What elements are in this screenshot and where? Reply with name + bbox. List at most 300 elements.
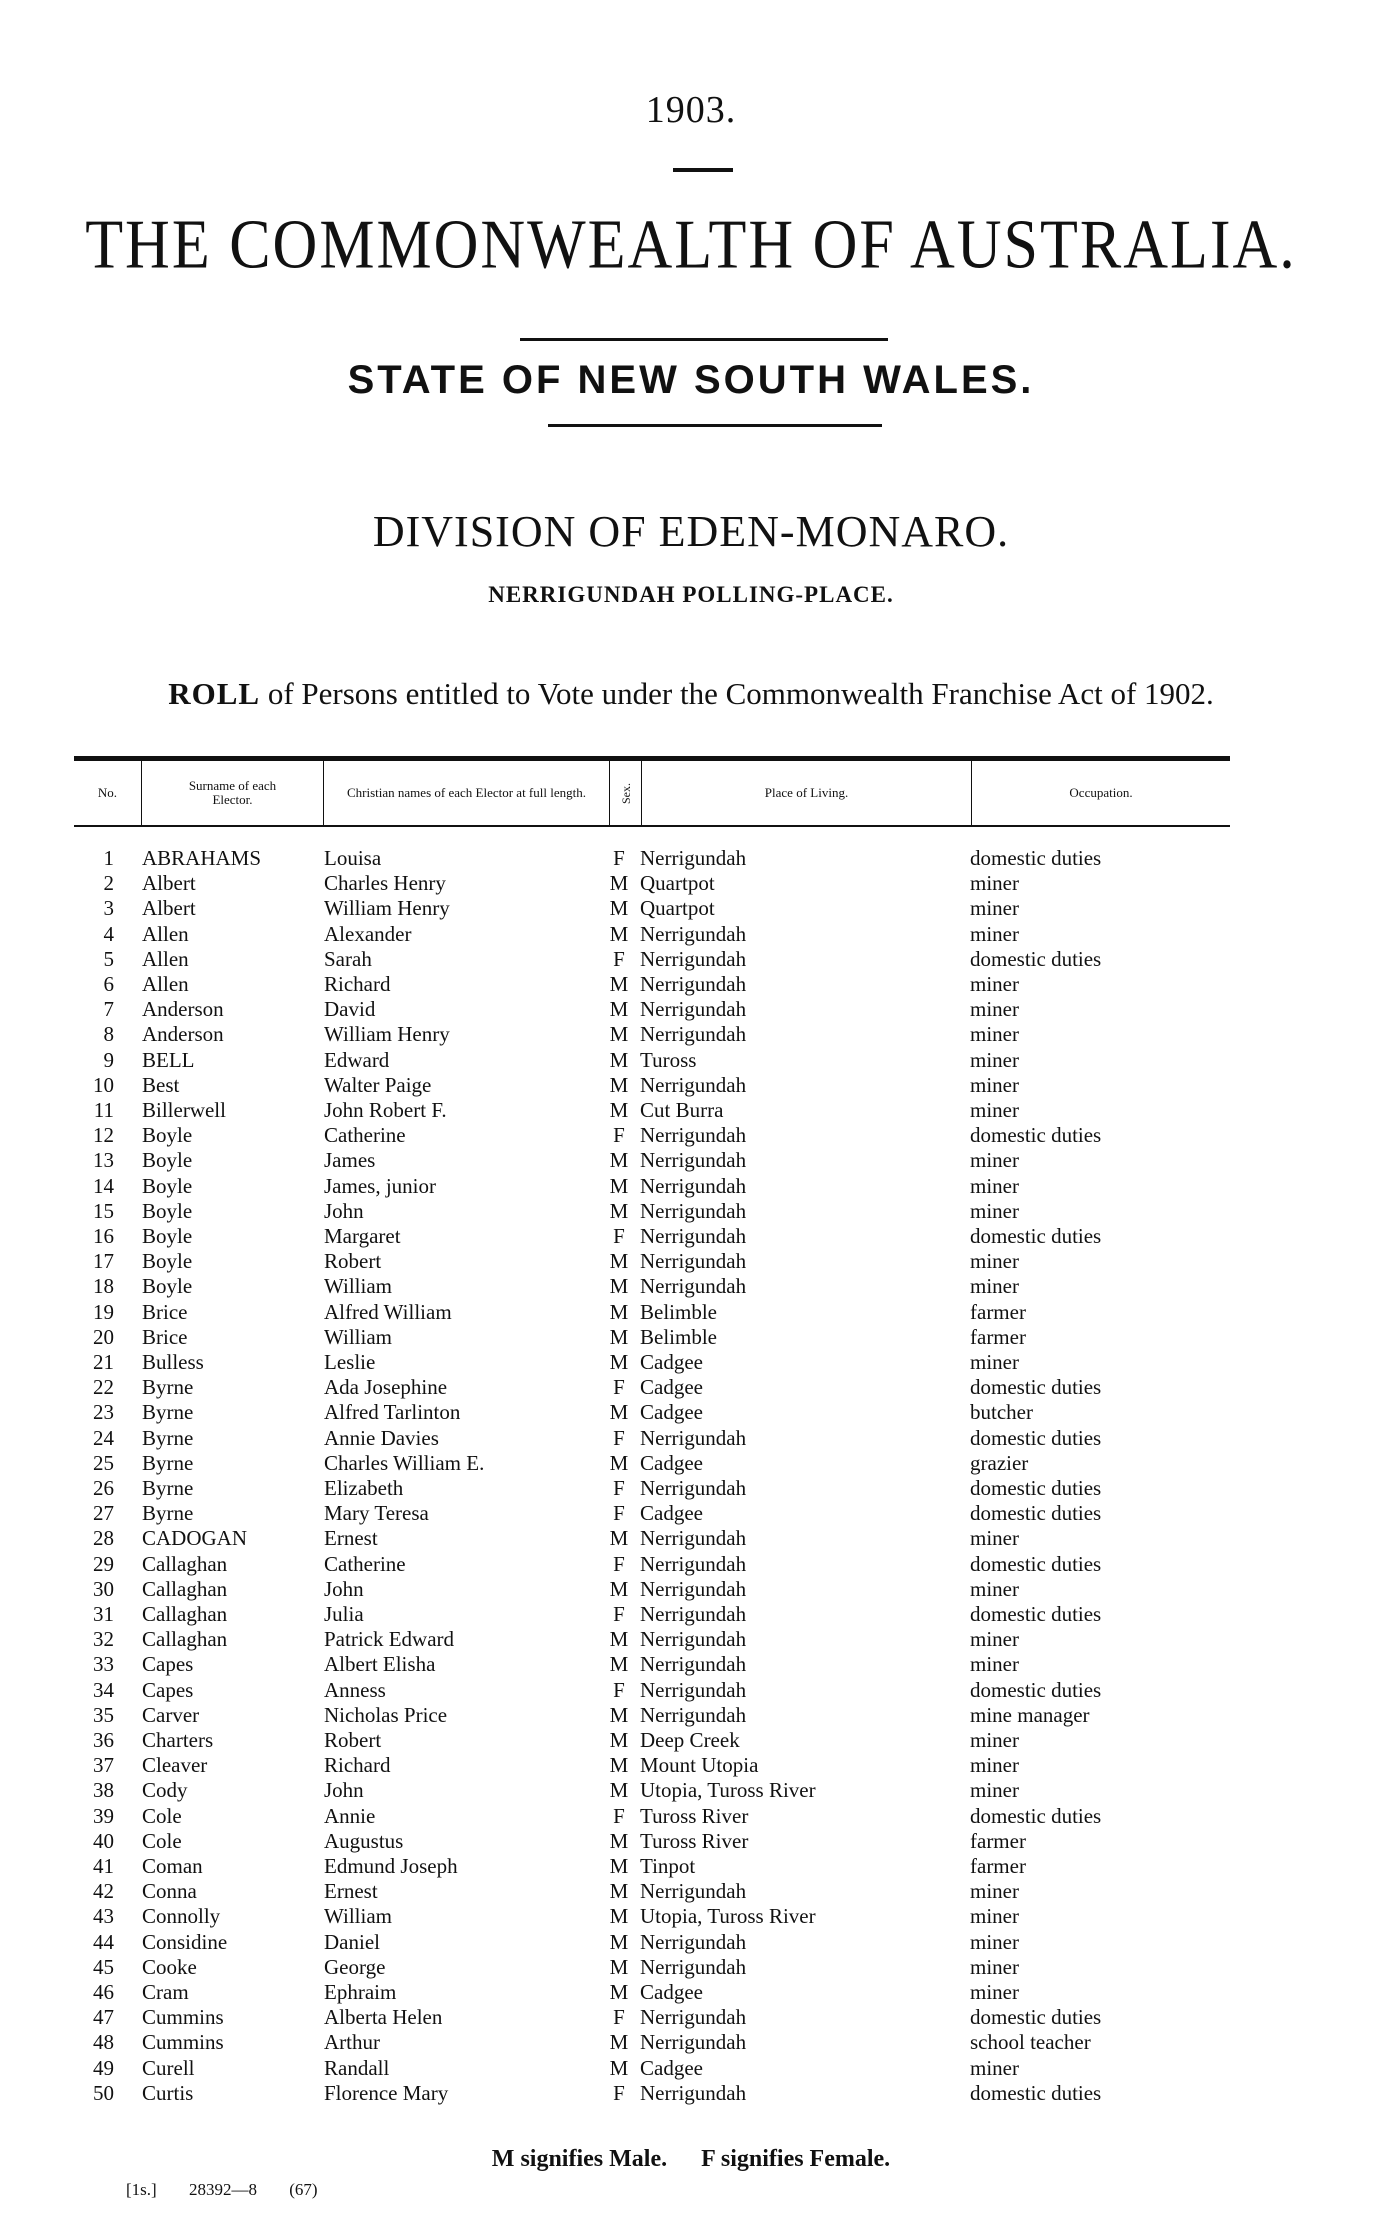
elector-place: Nerrigundah — [640, 1425, 747, 1450]
elector-sex: M — [609, 1954, 629, 1979]
elector-sex: M — [609, 1753, 629, 1778]
elector-place: Cadgee — [640, 1350, 703, 1374]
elector-number: 34 — [93, 1677, 114, 1702]
elector-place: Nerrigundah — [640, 1602, 747, 1626]
elector-surname: Brice — [142, 1324, 188, 1349]
table-row — [0, 1753, 1382, 1778]
elector-christian-names: William — [324, 1904, 392, 1929]
table-row — [0, 1022, 1382, 1047]
elector-christian-names: Annie — [324, 1803, 376, 1828]
elector-place: Nerrigundah — [640, 1274, 747, 1299]
elector-number: 24 — [93, 1425, 114, 1450]
elector-sex: M — [609, 1576, 629, 1601]
table-row — [0, 1778, 1382, 1803]
elector-occupation: domestic duties — [970, 1803, 1102, 1828]
elector-place: Nerrigundah — [640, 1022, 747, 1047]
elector-christian-names: Catherine — [324, 1123, 406, 1148]
elector-place: Quartpot — [640, 871, 715, 896]
elector-place: Nerrigundah — [640, 1627, 747, 1652]
table-row — [0, 972, 1382, 997]
elector-surname: Callaghan — [142, 1602, 228, 1626]
elector-surname: Cummins — [142, 2005, 224, 2030]
elector-occupation: miner — [970, 997, 1019, 1022]
column-header-christian: Christian names of each Elector at full length. — [324, 761, 610, 825]
elector-place: Nerrigundah — [640, 2005, 747, 2030]
elector-sex: M — [609, 921, 629, 946]
elector-occupation: miner — [970, 1576, 1019, 1601]
elector-occupation: butcher — [970, 1400, 1033, 1425]
elector-number: 48 — [93, 2030, 114, 2055]
elector-sex: M — [609, 1450, 629, 1475]
elector-number: 43 — [93, 1904, 114, 1929]
elector-number: 7 — [103, 997, 114, 1022]
state-title: STATE OF NEW SOUTH WALES. — [347, 358, 1035, 402]
elector-christian-names: George — [324, 1954, 386, 1979]
elector-christian-names: Robert — [324, 1728, 382, 1752]
column-header-occupation: Occupation. — [1069, 785, 1133, 800]
elector-number: 6 — [103, 972, 114, 996]
elector-occupation: miner — [970, 1904, 1019, 1929]
elector-sex: M — [609, 1652, 629, 1677]
elector-surname: Allen — [142, 921, 189, 946]
table-row — [0, 1148, 1382, 1173]
elector-occupation: miner — [970, 1350, 1019, 1374]
elector-surname: Albert — [142, 871, 196, 896]
elector-surname: Cleaver — [142, 1753, 208, 1778]
elector-surname: Anderson — [142, 1022, 224, 1047]
elector-christian-names: Walter Paige — [324, 1072, 432, 1097]
elector-surname: Cram — [142, 1980, 189, 2004]
roll-title-lead: ROLL — [168, 676, 261, 711]
elector-occupation: miner — [970, 896, 1019, 921]
elector-surname: Byrne — [142, 1375, 194, 1400]
elector-christian-names: Louisa — [324, 846, 382, 870]
elector-surname: Cody — [142, 1778, 188, 1803]
elector-surname: Callaghan — [142, 1576, 228, 1601]
elector-christian-names: Alexander — [324, 921, 412, 946]
elector-christian-names: Charles William E. — [324, 1450, 485, 1475]
elector-number: 12 — [93, 1123, 114, 1148]
table-row — [0, 1048, 1382, 1073]
elector-number: 8 — [103, 1022, 114, 1047]
elector-number: 38 — [93, 1778, 114, 1803]
elector-surname: Boyle — [142, 1198, 193, 1223]
table-row — [0, 1325, 1382, 1350]
elector-sex: F — [613, 2080, 625, 2105]
elector-surname: ABRAHAMS — [142, 846, 262, 870]
column-header-surname: Surname of each Elector. — [142, 761, 324, 825]
elector-occupation: domestic duties — [970, 946, 1102, 971]
elector-occupation: domestic duties — [970, 1123, 1102, 1148]
elector-christian-names: Richard — [324, 972, 391, 996]
elector-christian-names: William Henry — [324, 896, 450, 921]
table-header — [74, 756, 1230, 827]
elector-number: 27 — [93, 1501, 114, 1526]
elector-place: Nerrigundah — [640, 1173, 747, 1198]
elector-number: 26 — [93, 1476, 114, 1500]
elector-christian-names: William Henry — [324, 1022, 450, 1047]
elector-number: 32 — [93, 1627, 114, 1652]
elector-occupation: miner — [970, 921, 1019, 946]
elector-occupation: miner — [970, 1526, 1019, 1551]
elector-place: Belimble — [640, 1299, 717, 1324]
elector-surname: Charters — [142, 1728, 214, 1752]
elector-occupation: miner — [970, 1249, 1019, 1274]
elector-place: Tuross River — [640, 1803, 749, 1828]
elector-number: 11 — [93, 1098, 114, 1122]
elector-christian-names: Edward — [324, 1047, 390, 1072]
elector-surname: Curell — [142, 2055, 195, 2080]
elector-surname: Boyle — [142, 1249, 193, 1274]
elector-surname: CADOGAN — [142, 1526, 247, 1551]
elector-sex: M — [609, 1173, 629, 1198]
elector-number: 49 — [93, 2055, 114, 2080]
division-title: DIVISION OF EDEN-MONARO. — [372, 507, 1010, 556]
table-row — [0, 1829, 1382, 1854]
table-row — [0, 896, 1382, 921]
elector-sex: M — [609, 1929, 629, 1954]
elector-christian-names: Sarah — [324, 946, 372, 971]
elector-number: 37 — [93, 1753, 114, 1778]
elector-occupation: domestic duties — [970, 1476, 1102, 1500]
elector-number: 33 — [93, 1652, 114, 1677]
elector-occupation: miner — [970, 1980, 1019, 2004]
elector-surname: Curtis — [142, 2080, 194, 2105]
elector-place: Cadgee — [640, 1450, 703, 1475]
table-row — [0, 1501, 1382, 1526]
elector-occupation: miner — [970, 1652, 1019, 1677]
elector-occupation: domestic duties — [970, 846, 1102, 870]
elector-sex: M — [609, 1400, 629, 1425]
elector-place: Nerrigundah — [640, 972, 747, 996]
elector-surname: Coman — [142, 1854, 203, 1878]
elector-number: 17 — [93, 1249, 114, 1274]
elector-christian-names: John — [324, 1198, 364, 1223]
elector-place: Cadgee — [640, 1375, 703, 1400]
elector-number: 36 — [93, 1728, 114, 1752]
elector-christian-names: Charles Henry — [324, 871, 446, 896]
elector-christian-names: Nicholas Price — [324, 1702, 448, 1727]
elector-surname: Allen — [142, 972, 189, 996]
elector-sex: M — [609, 1072, 629, 1097]
elector-surname: Bulless — [142, 1350, 204, 1374]
elector-sex: M — [609, 1526, 629, 1551]
elector-number: 28 — [93, 1526, 114, 1551]
elector-occupation: miner — [970, 1929, 1019, 1954]
table-row — [0, 1073, 1382, 1098]
elector-surname: Cole — [142, 1828, 182, 1853]
elector-occupation: miner — [970, 1022, 1019, 1047]
elector-place: Nerrigundah — [640, 2080, 747, 2105]
country-title: THE COMMONWEALTH OF AUSTRALIA. — [85, 206, 1297, 284]
elector-surname: Byrne — [142, 1400, 194, 1425]
table-row — [0, 1652, 1382, 1677]
column-header-place: Place of Living. — [642, 761, 972, 825]
elector-christian-names: James — [324, 1148, 376, 1173]
elector-place: Utopia, Tuross River — [640, 1904, 816, 1929]
table-row — [0, 1123, 1382, 1148]
elector-surname: Conna — [142, 1879, 197, 1904]
elector-sex: M — [609, 972, 629, 996]
table-row — [0, 1854, 1382, 1879]
elector-christian-names: Richard — [324, 1753, 391, 1778]
elector-surname: BELL — [142, 1047, 195, 1072]
elector-occupation: domestic duties — [970, 2005, 1102, 2030]
elector-surname: Byrne — [142, 1450, 194, 1475]
elector-number: 2 — [103, 871, 114, 896]
elector-christian-names: William — [324, 1274, 392, 1299]
elector-number: 42 — [93, 1879, 114, 1904]
elector-occupation: miner — [970, 1753, 1019, 1778]
elector-number: 14 — [93, 1173, 114, 1198]
legend-male: M signifies Male. — [491, 2146, 668, 2172]
elector-occupation: miner — [970, 1072, 1019, 1097]
elector-occupation: miner — [970, 1274, 1019, 1299]
elector-occupation: grazier — [970, 1450, 1029, 1475]
elector-sex: F — [613, 1123, 625, 1148]
elector-occupation: farmer — [970, 1828, 1026, 1853]
elector-surname: Connolly — [142, 1904, 221, 1929]
table-row — [0, 1174, 1382, 1199]
elector-sex: M — [609, 1324, 629, 1349]
elector-place: Nerrigundah — [640, 1526, 747, 1551]
elector-place: Utopia, Tuross River — [640, 1778, 816, 1803]
table-row — [0, 1879, 1382, 1904]
elector-number: 20 — [93, 1324, 114, 1349]
elector-surname: Anderson — [142, 997, 224, 1022]
year-heading: 1903. — [645, 89, 737, 131]
table-row — [0, 1400, 1382, 1425]
elector-occupation: miner — [970, 2055, 1019, 2080]
elector-christian-names: Julia — [324, 1602, 364, 1626]
elector-surname: Boyle — [142, 1173, 193, 1198]
elector-occupation: miner — [970, 972, 1019, 996]
elector-sex: M — [609, 1904, 629, 1929]
elector-sex: M — [609, 1980, 629, 2004]
elector-number: 25 — [93, 1450, 114, 1475]
elector-place: Nerrigundah — [640, 1702, 747, 1727]
elector-christian-names: Daniel — [324, 1929, 380, 1954]
table-row — [0, 2081, 1382, 2106]
column-header-no: No. — [74, 761, 142, 825]
elector-sex: M — [609, 871, 629, 896]
elector-number: 46 — [93, 1980, 114, 2004]
table-row — [0, 1375, 1382, 1400]
elector-place: Nerrigundah — [640, 1551, 747, 1576]
elector-occupation: domestic duties — [970, 1551, 1102, 1576]
legend-female: F signifies Female. — [701, 2146, 891, 2172]
elector-number: 21 — [93, 1350, 114, 1374]
elector-sex: M — [609, 1828, 629, 1853]
elector-place: Nerrigundah — [640, 1123, 747, 1148]
elector-christian-names: Edmund Joseph — [324, 1854, 458, 1878]
elector-occupation: miner — [970, 1047, 1019, 1072]
elector-place: Nerrigundah — [640, 846, 747, 870]
elector-place: Tuross River — [640, 1828, 749, 1853]
elector-christian-names: Alfred William — [324, 1299, 452, 1324]
elector-christian-names: David — [324, 997, 376, 1022]
table-row — [0, 947, 1382, 972]
elector-sex: F — [613, 1425, 625, 1450]
elector-christian-names: Ernest — [324, 1879, 378, 1904]
elector-sex: M — [609, 1148, 629, 1173]
table-row — [0, 1678, 1382, 1703]
table-row — [0, 2030, 1382, 2055]
elector-christian-names: Margaret — [324, 1224, 401, 1248]
elector-christian-names: John Robert F. — [324, 1098, 447, 1122]
elector-place: Cut Burra — [640, 1098, 724, 1122]
elector-christian-names: James, junior — [324, 1173, 436, 1198]
elector-christian-names: Anness — [324, 1677, 386, 1702]
elector-surname: Byrne — [142, 1501, 194, 1526]
table-row — [0, 1930, 1382, 1955]
elector-place: Nerrigundah — [640, 1476, 747, 1500]
elector-surname: Byrne — [142, 1476, 194, 1500]
elector-christian-names: Augustus — [324, 1828, 404, 1853]
elector-number: 47 — [93, 2005, 114, 2030]
elector-place: Cadgee — [640, 2055, 703, 2080]
elector-sex: F — [613, 1551, 625, 1576]
elector-sex: M — [609, 1350, 629, 1374]
elector-place: Nerrigundah — [640, 1249, 747, 1274]
table-row — [0, 846, 1382, 871]
table-row — [0, 1350, 1382, 1375]
elector-place: Mount Utopia — [640, 1753, 759, 1778]
elector-occupation: domestic duties — [970, 1501, 1102, 1526]
elector-place: Nerrigundah — [640, 1954, 747, 1979]
elector-christian-names: Leslie — [324, 1350, 376, 1374]
elector-christian-names: Robert — [324, 1249, 382, 1274]
table-row — [0, 1955, 1382, 1980]
elector-sex: M — [609, 896, 629, 921]
table-row — [0, 1476, 1382, 1501]
elector-surname: Boyle — [142, 1274, 193, 1299]
elector-place: Belimble — [640, 1324, 717, 1349]
elector-sex: M — [609, 1098, 629, 1122]
elector-christian-names: Ada Josephine — [324, 1375, 448, 1400]
elector-place: Nerrigundah — [640, 946, 747, 971]
roll-title — [0, 676, 1382, 712]
elector-sex: M — [609, 1022, 629, 1047]
elector-place: Tinpot — [640, 1854, 696, 1878]
elector-number: 9 — [103, 1047, 114, 1072]
elector-surname: Allen — [142, 946, 189, 971]
elector-sex: M — [609, 1274, 629, 1299]
elector-surname: Billerwell — [142, 1098, 226, 1122]
elector-place: Nerrigundah — [640, 1677, 747, 1702]
elector-occupation: domestic duties — [970, 2080, 1102, 2105]
elector-occupation: farmer — [970, 1324, 1026, 1349]
table-row — [0, 1249, 1382, 1274]
elector-number: 5 — [103, 946, 114, 971]
elector-sex: M — [609, 1702, 629, 1727]
elector-sex: M — [609, 1879, 629, 1904]
elector-surname: Byrne — [142, 1425, 194, 1450]
elector-number: 29 — [93, 1551, 114, 1576]
elector-place: Nerrigundah — [640, 921, 747, 946]
elector-place: Nerrigundah — [640, 1576, 747, 1601]
table-row — [0, 1703, 1382, 1728]
elector-number: 40 — [93, 1828, 114, 1853]
elector-surname: Boyle — [142, 1123, 193, 1148]
table-row — [0, 871, 1382, 896]
divider-rule — [520, 338, 888, 341]
elector-occupation: domestic duties — [970, 1677, 1102, 1702]
elector-christian-names: Alberta Helen — [324, 2005, 443, 2030]
elector-number: 15 — [93, 1198, 114, 1223]
elector-sex: M — [609, 2055, 629, 2080]
elector-place: Quartpot — [640, 896, 715, 921]
elector-number: 4 — [103, 921, 114, 946]
elector-sex: F — [613, 1375, 625, 1400]
elector-occupation: miner — [970, 1198, 1019, 1223]
elector-christian-names: Annie Davies — [324, 1425, 439, 1450]
divider-rule — [548, 424, 882, 427]
footer-sheet: (67) — [289, 2180, 318, 2199]
elector-number: 19 — [93, 1299, 114, 1324]
table-row — [0, 1274, 1382, 1299]
elector-sex: F — [613, 1476, 625, 1500]
elector-occupation: miner — [970, 1778, 1019, 1803]
elector-sex: F — [613, 1803, 625, 1828]
elector-occupation: domestic duties — [970, 1425, 1102, 1450]
elector-number: 18 — [93, 1274, 114, 1299]
elector-place: Nerrigundah — [640, 1198, 747, 1223]
elector-christian-names: Elizabeth — [324, 1476, 404, 1500]
table-row — [0, 1627, 1382, 1652]
elector-christian-names: Mary Teresa — [324, 1501, 429, 1526]
table-row — [0, 1728, 1382, 1753]
elector-surname: Capes — [142, 1677, 194, 1702]
divider-rule — [673, 168, 733, 172]
elector-place: Nerrigundah — [640, 1072, 747, 1097]
table-row — [0, 1904, 1382, 1929]
elector-number: 23 — [93, 1400, 114, 1425]
polling-place-title: NERRIGUNDAH POLLING-PLACE. — [488, 582, 894, 607]
elector-christian-names: Ephraim — [324, 1980, 397, 2004]
elector-surname: Callaghan — [142, 1627, 228, 1652]
elector-sex: F — [613, 1677, 625, 1702]
elector-place: Cadgee — [640, 1501, 703, 1526]
elector-surname: Albert — [142, 896, 196, 921]
elector-christian-names: Alfred Tarlinton — [324, 1400, 461, 1425]
column-header-sex — [610, 761, 642, 825]
elector-place: Nerrigundah — [640, 1879, 747, 1904]
elector-sex: M — [609, 1728, 629, 1752]
elector-christian-names: Patrick Edward — [324, 1627, 455, 1652]
elector-place: Cadgee — [640, 1400, 703, 1425]
elector-sex: M — [609, 1854, 629, 1878]
elector-occupation: mine manager — [970, 1702, 1090, 1727]
elector-sex: M — [609, 1627, 629, 1652]
elector-occupation: miner — [970, 1173, 1019, 1198]
elector-sex: M — [609, 1249, 629, 1274]
elector-number: 1 — [103, 846, 114, 870]
elector-number: 16 — [93, 1224, 114, 1248]
elector-christian-names: Randall — [324, 2055, 390, 2080]
elector-sex: F — [613, 1602, 625, 1626]
elector-occupation: miner — [970, 1627, 1019, 1652]
elector-christian-names: Albert Elisha — [324, 1652, 436, 1677]
elector-place: Cadgee — [640, 1980, 703, 2004]
elector-christian-names: Ernest — [324, 1526, 378, 1551]
table-row — [0, 2056, 1382, 2081]
table-row — [0, 922, 1382, 947]
elector-occupation: miner — [970, 1148, 1019, 1173]
elector-christian-names: Florence Mary — [324, 2080, 449, 2105]
elector-surname: Considine — [142, 1929, 228, 1954]
elector-occupation: miner — [970, 1728, 1019, 1752]
